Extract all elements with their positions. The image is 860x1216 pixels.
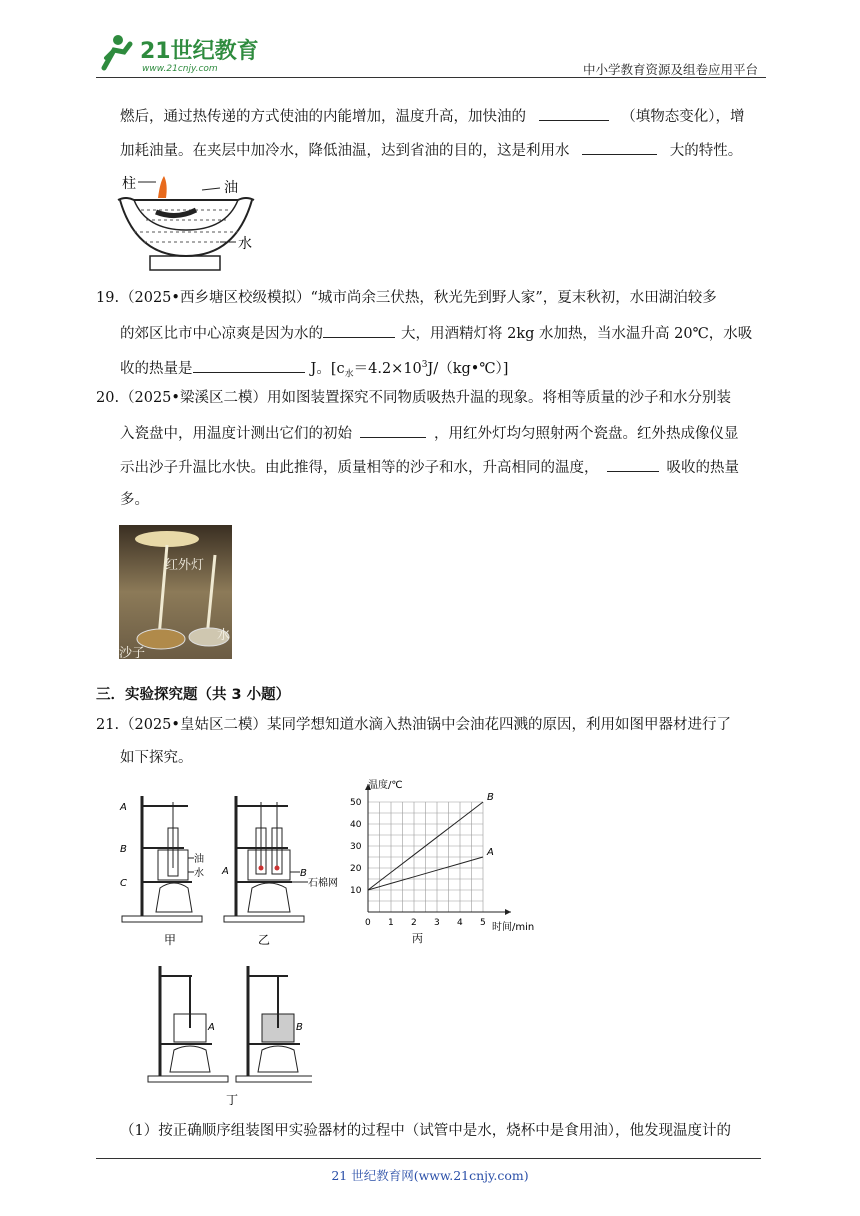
- label-wick: 柱: [122, 176, 136, 192]
- y-tick-label: 50: [350, 798, 362, 808]
- q19-text: 大，用酒精灯将 2kg 水加热，当水温升高 20℃，水吸: [401, 326, 753, 342]
- subscript: 水: [344, 369, 354, 380]
- q18-line2: [120, 140, 765, 161]
- label-oil: 油: [224, 180, 238, 196]
- q18-text: 燃后，通过热传递的方式使油的内能增加，温度升高，加快油的: [120, 109, 526, 125]
- q18-line1: [120, 106, 765, 127]
- q19-text: J。[c: [310, 360, 345, 377]
- y-tick-label: 40: [350, 820, 362, 830]
- q19-text: ＝4.2×10: [353, 360, 422, 377]
- x-axis-arrow: [505, 909, 511, 915]
- q20-line1: （2025•梁溪区二模）用如图装置探究不同物质吸热升温的现象。将相等质量的沙子和水分别装: [120, 390, 731, 406]
- page-footer: 21 世纪教育网(www.21cnjy.com): [331, 1168, 529, 1183]
- q19-text: J/（kg•℃）]: [427, 360, 509, 377]
- x-tick-label: 3: [434, 918, 440, 928]
- footer-divider: [96, 1158, 761, 1159]
- q19-line1: （2025•西乡塘区校级模拟）“城市尚余三伏热，秋光先到野人家”，夏末秋初，水田湖泊较多: [120, 290, 717, 306]
- x-tick-label: 0: [365, 918, 371, 928]
- answer-blank: [360, 423, 426, 438]
- header-divider: [96, 77, 766, 78]
- q21-line2: 如下探究。: [120, 750, 193, 766]
- label-A: A: [222, 866, 229, 877]
- y-tick-label: 30: [350, 842, 362, 852]
- page-header: [96, 30, 766, 80]
- figure-ding-caption: 丁: [226, 1093, 239, 1107]
- q19-line3: [120, 356, 765, 385]
- site-logo: [96, 30, 266, 74]
- q21-line1: （2025•皇姑区二模）某同学想知道水滴入热油锅中会油花四溅的原因，利用如图甲器材进行了: [120, 717, 731, 733]
- apparatus-ding: [112, 958, 312, 1108]
- label-water: 水: [217, 628, 231, 643]
- q20-text: 吸收的热量: [666, 460, 739, 476]
- figure-jia-caption: 甲: [164, 933, 177, 947]
- section-heading: 三．实验探究题（共 3 小题）: [96, 687, 291, 703]
- q20-number: 20.: [96, 390, 120, 406]
- label-A: A: [120, 802, 127, 813]
- q18-text: 加耗油量。在夹层中加冷水，降低油温，达到省油的目的，这是利用水: [120, 143, 570, 159]
- q19-line2: [120, 323, 765, 344]
- label-A: A: [208, 1022, 215, 1033]
- q20-text: 入瓷盘中，用温度计测出它们的初始: [120, 426, 352, 442]
- q18-text: 大的特性。: [669, 143, 743, 159]
- figure-yi-caption: 乙: [258, 933, 271, 947]
- q20-line4: 多。: [120, 492, 149, 508]
- q20-text: ，用红外灯均匀照射两个瓷盘。红外热成像仪显: [434, 426, 739, 442]
- label-B: B: [296, 1022, 303, 1033]
- y-tick-label: 10: [350, 886, 362, 896]
- label-water: 水: [238, 236, 252, 252]
- label-B: B: [300, 868, 307, 879]
- q20-line2: [120, 423, 765, 444]
- q21-number: 21.: [96, 717, 120, 733]
- label-C: C: [120, 878, 127, 889]
- q19-number: 19.: [96, 290, 120, 306]
- q20-text: 示出沙子升温比水快。由此推得，质量相等的沙子和水，升高相同的温度，: [120, 460, 599, 476]
- x-tick-label: 5: [480, 918, 486, 928]
- infrared-lamp-photo: [119, 525, 232, 659]
- chart-series: [368, 792, 494, 890]
- label-oil: 油: [194, 854, 204, 865]
- answer-blank: [193, 358, 305, 373]
- q21-subquestion-1: （1）按正确顺序组装图甲实验器材的过程中（试管中是水，烧杯中是食用油），他发现温度计的: [120, 1123, 731, 1139]
- answer-blank: [539, 106, 609, 121]
- q19-text: 收的热量是: [120, 360, 193, 377]
- answer-blank: [323, 323, 395, 338]
- label-B: B: [120, 844, 127, 855]
- apparatus-jia-yi: [112, 788, 352, 950]
- series-label-B: B: [487, 792, 494, 803]
- y-axis-label: 温度/℃: [368, 780, 403, 791]
- label-gauze: 石棉网: [308, 878, 338, 889]
- answer-blank: [607, 457, 659, 472]
- chart-ticks: [350, 798, 486, 928]
- y-tick-label: 20: [350, 864, 362, 874]
- label-water: 水: [194, 868, 204, 879]
- logo-text: 21世纪教育: [140, 39, 259, 64]
- superscript: 3: [421, 360, 428, 370]
- label-infrared-lamp: 红外灯: [165, 558, 205, 573]
- figure-bing-caption: 丙: [412, 932, 423, 945]
- logo-url: www.21cnjy.com: [142, 64, 218, 74]
- temperature-time-chart: [340, 774, 545, 946]
- platform-name: 中小学教育资源及组卷应用平台: [582, 62, 758, 77]
- series-label-A: A: [487, 847, 494, 858]
- q18-text: （填物态变化），增: [621, 109, 745, 125]
- q20-line3: [120, 457, 765, 478]
- oil-lamp-figure: [116, 170, 256, 274]
- x-tick-label: 2: [411, 918, 417, 928]
- x-tick-label: 1: [388, 918, 394, 928]
- q19-text: 的郊区比市中心凉爽是因为水的: [120, 326, 323, 342]
- label-sand: 沙子: [119, 646, 146, 659]
- answer-blank: [582, 140, 657, 155]
- x-tick-label: 4: [457, 918, 463, 928]
- chart-grid: [368, 802, 483, 912]
- x-axis-label: 时间/min: [492, 922, 535, 933]
